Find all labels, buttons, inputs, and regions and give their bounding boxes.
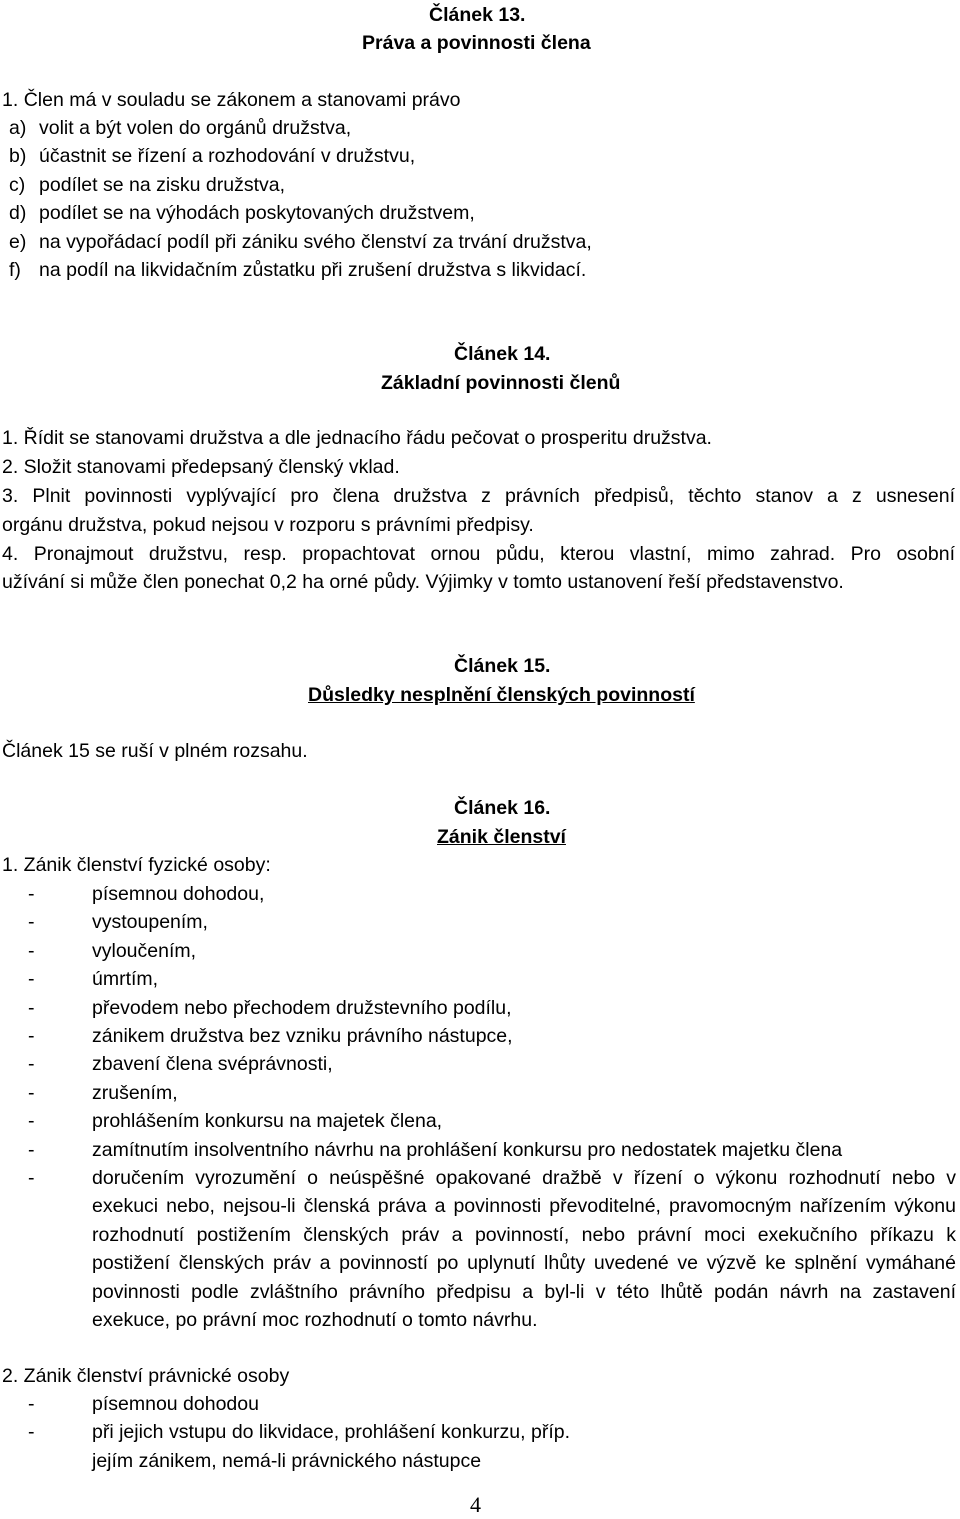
article-16-paragraph-1: 1. Zánik členství fyzické osoby:: [2, 854, 271, 876]
item-text: vyloučením,: [92, 939, 197, 962]
item-label: b): [9, 145, 27, 168]
list-item: [28, 994, 956, 1022]
article-14-paragraph-1: 1. Řídit se stanovami družstva a dle jednacího řádu pečovat o prosperitu družstva.: [2, 427, 712, 449]
list-item: [9, 171, 909, 199]
dash-bullet: -: [28, 1081, 35, 1104]
list-item: [9, 142, 909, 170]
dash-bullet: -: [28, 1110, 35, 1133]
item-label: c): [9, 173, 26, 196]
item-label: d): [9, 202, 27, 225]
item-text: účastnit se řízení a rozhodování v družstvu,: [39, 145, 416, 168]
item-text: písemnou dohodou,: [92, 883, 265, 905]
article-15-heading: Článek 15.: [454, 655, 551, 677]
article-15-repeal-note: Článek 15 se ruší v plném rozsahu.: [2, 740, 308, 762]
dash-bullet: -: [28, 1025, 35, 1048]
item-text: zrušením,: [92, 1081, 178, 1104]
list-item: [9, 114, 909, 142]
dash-bullet: -: [28, 939, 35, 962]
dash-bullet: -: [28, 996, 35, 1019]
list-item: [28, 880, 956, 908]
list-item: [9, 199, 909, 227]
article-16-heading: Článek 16.: [454, 797, 551, 819]
item-text: převodem nebo přechodem družstevního podílu,: [92, 996, 512, 1019]
item-text: volit a být volen do orgánů družstva,: [39, 117, 352, 139]
list-item: [28, 1079, 956, 1107]
list-item: [28, 937, 956, 965]
list-item: [28, 1107, 956, 1135]
dash-bullet: -: [28, 1393, 35, 1415]
item-text: na podíl na likvidačním zůstatku při zrušení družstva s likvidací.: [39, 259, 587, 282]
natural-person-termination-list: [28, 880, 956, 1335]
article-15-title: Důsledky nesplnění členských povinností: [308, 684, 695, 706]
item-text: zbavení člena svéprávnosti,: [92, 1053, 333, 1076]
item-label: a): [9, 117, 27, 139]
list-item: [28, 1050, 956, 1078]
item-text: zamítnutím insolventního návrhu na prohlášení konkursu pro nedostatek majetku člena: [92, 1138, 843, 1161]
list-item: [28, 965, 956, 993]
item-text: úmrtím,: [92, 968, 159, 991]
dash-bullet: -: [28, 1053, 35, 1076]
item-text: prohlášením konkursu na majetek člena,: [92, 1110, 443, 1133]
item-label: e): [9, 230, 27, 253]
article-14-paragraph-3-line-1: 3. Plnit povinnosti vyplývající pro člena družstva z právních předpisů, těchto stanov a z usnesení: [2, 485, 955, 507]
article-14-title: Základní povinnosti členů: [381, 372, 621, 394]
item-continuation: jejím zánikem, nemá-li právnického nástupce: [92, 1449, 482, 1472]
article-14-paragraph-4-line-1: 4. Pronajmout družstvu, resp. propachtovat ornou půdu, kterou vlastní, mimo zahrad. Pro osobní: [2, 543, 955, 565]
dash-bullet: -: [28, 883, 35, 905]
list-item: [9, 256, 909, 284]
list-item: [28, 1447, 956, 1475]
item-text: vystoupením,: [92, 911, 208, 934]
list-item: [28, 1164, 956, 1334]
page-number: 4: [470, 1492, 481, 1517]
list-item: [28, 1390, 956, 1418]
legal-person-termination-list: [28, 1390, 956, 1475]
item-text: na vypořádací podíl při zániku svého členství za trvání družstva,: [39, 230, 592, 253]
article-14-heading: Článek 14.: [454, 343, 551, 365]
item-text: doručením vyrozumění o neúspěšné opakované dražbě v řízení o výkonu rozhodnutí nebo v exekuci nebo, nejsou-li členská práva a povinnosti převoditelné, pravomocným nařízením výkonu rozhodnutí postižením členských práv a povinností, nebo právní moci exekučního příkazu k postižení členských práv a povinností po uplynutí lhůty uvedené ve výzvě ke splnění vymáhané povinnosti podle zvláštního právního předpisu a byl-li v této lhůtě podán návrh na zastavení exekuce, po právní moc rozhodnutí o tomto návrhu.: [92, 1167, 956, 1332]
dash-bullet: -: [28, 1421, 35, 1444]
dash-bullet: -: [28, 1138, 35, 1161]
item-text: písemnou dohodou: [92, 1393, 259, 1415]
dash-bullet: -: [28, 911, 35, 934]
paragraph-text: Člen má v souladu se zákonem a stanovami právo: [23, 89, 461, 111]
list-item: [28, 1136, 956, 1164]
item-text: podílet se na zisku družstva,: [39, 173, 286, 196]
article-14-paragraph-3-line-2: orgánu družstva, pokud nejsou v rozporu s právními předpisy.: [2, 514, 534, 536]
article-13-heading: Článek 13.: [429, 4, 526, 26]
list-item: [28, 1022, 956, 1050]
dash-bullet: -: [28, 1167, 35, 1190]
paragraph-number: 1.: [2, 89, 19, 111]
list-item: [28, 908, 956, 936]
list-item: [9, 228, 909, 256]
item-text: zánikem družstva bez vzniku právního nástupce,: [92, 1025, 513, 1048]
list-item: [28, 1418, 956, 1446]
article-14-paragraph-4-line-2: užívání si může člen ponechat 0,2 ha orné půdy. Výjimky v tomto ustanovení řeší představenstvo.: [2, 571, 844, 593]
item-text: podílet se na výhodách poskytovaných družstvem,: [39, 202, 475, 225]
article-13-paragraph-1: [2, 86, 461, 114]
article-16-title: Zánik členství: [437, 826, 566, 848]
item-text: při jejich vstupu do likvidace, prohlášení konkurzu, příp.: [92, 1421, 570, 1444]
dash-bullet: -: [28, 968, 35, 991]
article-16-paragraph-2: 2. Zánik členství právnické osoby: [2, 1365, 290, 1387]
article-13-rights-list: [9, 114, 909, 284]
article-13-title: Práva a povinnosti člena: [362, 32, 591, 54]
article-14-paragraph-2: 2. Složit stanovami předepsaný členský vklad.: [2, 456, 400, 478]
item-label: f): [9, 259, 21, 282]
